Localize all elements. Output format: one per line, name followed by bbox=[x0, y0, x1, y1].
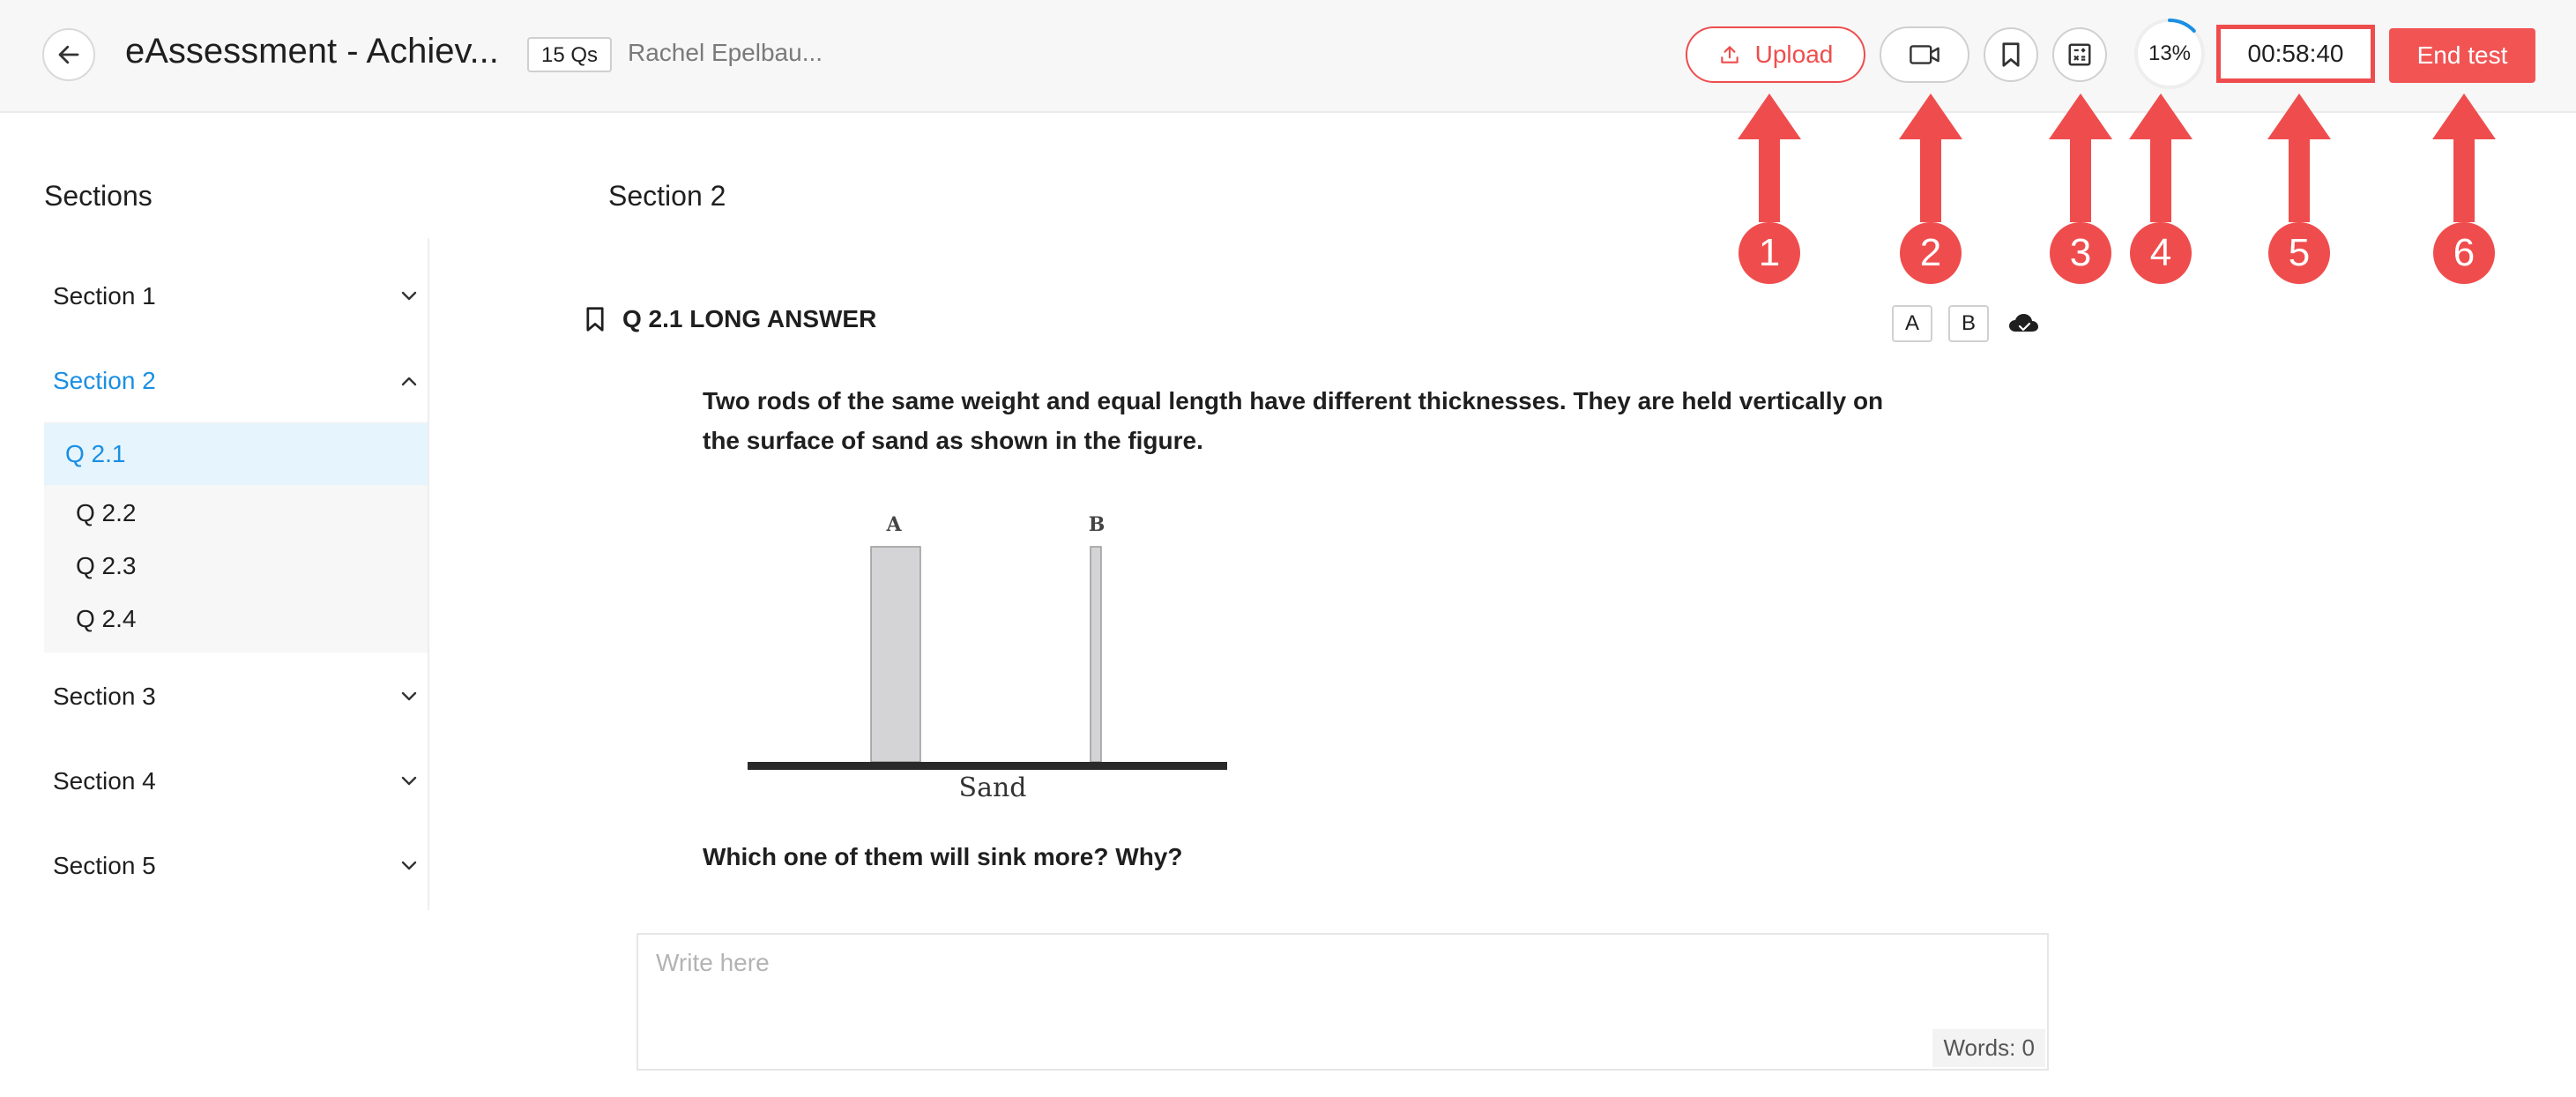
annotation-arrow-1 bbox=[1734, 92, 1805, 224]
chevron-down-icon bbox=[399, 290, 419, 302]
chevron-down-icon bbox=[399, 860, 419, 872]
sections-title: Sections bbox=[44, 180, 153, 212]
sand-surface bbox=[748, 762, 1227, 770]
question-prompt: Which one of them will sink more? Why? bbox=[703, 843, 1183, 870]
sidebar-divider bbox=[428, 238, 429, 910]
sidebar-section-1[interactable] bbox=[44, 270, 428, 323]
video-button[interactable] bbox=[1880, 26, 1969, 83]
rod-a-label: A bbox=[886, 513, 902, 536]
bookmark-button[interactable] bbox=[1984, 27, 2038, 82]
sidebar-section-5[interactable] bbox=[44, 840, 428, 892]
back-button[interactable] bbox=[42, 28, 95, 81]
cloud-sync-icon bbox=[2006, 310, 2042, 337]
sidebar-question-q2-1[interactable]: Q 2.1 bbox=[44, 423, 428, 485]
upload-button[interactable] bbox=[1686, 26, 1865, 83]
question-header bbox=[585, 305, 876, 333]
section-heading: Section 2 bbox=[608, 180, 726, 212]
sand-label: Sand bbox=[958, 772, 1027, 803]
marker-3: 3 bbox=[2050, 222, 2111, 284]
section-label: Section 4 bbox=[53, 767, 156, 795]
question-text-line-1: Two rods of the same weight and equal length have different thicknesses. They are held vertically on bbox=[703, 387, 1884, 414]
question-count-badge: 15 Qs bbox=[527, 37, 612, 72]
section-label: Section 1 bbox=[53, 282, 156, 310]
question-title: Q 2.1 LONG ANSWER bbox=[622, 305, 877, 332]
rods-figure bbox=[741, 510, 1234, 810]
question-text bbox=[703, 381, 1902, 460]
rod-b-label: B bbox=[1088, 513, 1106, 536]
sidebar-section-3[interactable] bbox=[44, 670, 428, 723]
font-option-a[interactable]: A bbox=[1892, 305, 1932, 342]
marker-4: 4 bbox=[2130, 222, 2192, 284]
bookmark-icon bbox=[2001, 41, 2021, 68]
bookmark-icon[interactable] bbox=[585, 306, 605, 332]
section-label: Section 5 bbox=[53, 852, 156, 879]
sidebar-section-4[interactable] bbox=[44, 755, 428, 808]
chevron-down-icon bbox=[399, 775, 419, 787]
arrow-left-icon bbox=[56, 41, 82, 68]
marker-1: 1 bbox=[1738, 222, 1800, 284]
video-camera-icon bbox=[1909, 42, 1940, 67]
marker-6: 6 bbox=[2433, 222, 2495, 284]
annotation-arrow-5 bbox=[2264, 92, 2334, 224]
upload-label: Upload bbox=[1754, 41, 1834, 68]
end-test-button[interactable]: End test bbox=[2389, 28, 2535, 83]
sidebar-question-q2-4[interactable]: Q 2.4 bbox=[76, 605, 137, 632]
rod-a bbox=[871, 547, 920, 762]
timer: 00:58:40 bbox=[2216, 25, 2375, 83]
progress-percent: 13% bbox=[2148, 41, 2192, 65]
rod-b bbox=[1091, 547, 1101, 762]
chevron-down-icon bbox=[399, 690, 419, 703]
answer-input[interactable] bbox=[654, 947, 2033, 1039]
annotation-arrow-3 bbox=[2045, 92, 2116, 224]
marker-2: 2 bbox=[1900, 222, 1962, 284]
answer-box bbox=[637, 933, 2049, 1071]
annotation-arrow-4 bbox=[2126, 92, 2196, 224]
sidebar-section-2[interactable] bbox=[44, 354, 428, 407]
question-text-line-2: the surface of sand as shown in the figure. bbox=[703, 427, 1203, 454]
upload-icon bbox=[1718, 43, 1741, 66]
marker-5: 5 bbox=[2268, 222, 2330, 284]
calculator-icon bbox=[2066, 41, 2093, 68]
user-name: Rachel Epelbau... bbox=[628, 39, 823, 66]
calculator-button[interactable] bbox=[2052, 27, 2107, 82]
sidebar-question-q2-3[interactable]: Q 2.3 bbox=[76, 552, 137, 579]
section-label: Section 2 bbox=[53, 367, 156, 394]
sidebar-question-q2-2[interactable]: Q 2.2 bbox=[76, 499, 137, 526]
section-label: Section 3 bbox=[53, 683, 156, 710]
chevron-up-icon bbox=[399, 375, 419, 387]
page-title: eAssessment - Achiev... bbox=[125, 32, 499, 71]
annotation-arrow-2 bbox=[1895, 92, 1966, 224]
font-option-b[interactable]: B bbox=[1948, 305, 1989, 342]
word-count: Words: 0 bbox=[1932, 1029, 2045, 1067]
annotation-arrow-6 bbox=[2429, 92, 2499, 224]
